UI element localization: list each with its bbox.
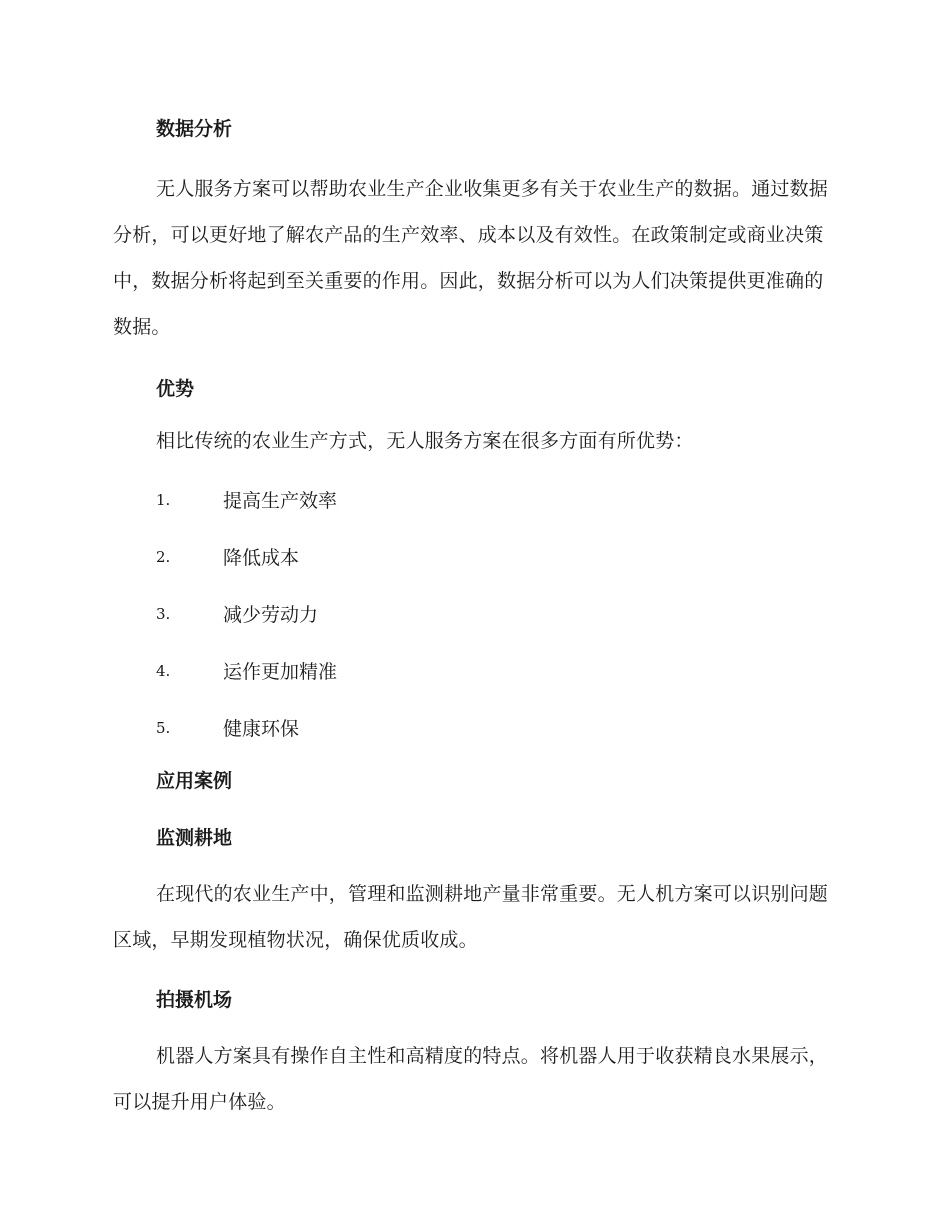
list-item-text: 降低成本 bbox=[223, 547, 300, 569]
list-item bbox=[113, 585, 833, 642]
list-item-number: 1. bbox=[156, 490, 171, 509]
list-item-text: 运作更加精准 bbox=[223, 661, 338, 683]
list-item-number: 5. bbox=[156, 718, 171, 737]
list-item-number: 4. bbox=[156, 661, 171, 680]
list-item-text: 健康环保 bbox=[223, 718, 300, 740]
paragraph-advantages-intro: 相比传统的农业生产方式，无人服务方案在很多方面有所优势： bbox=[156, 430, 694, 452]
list-item-text: 减少劳动力 bbox=[223, 604, 319, 626]
advantages-list bbox=[113, 471, 833, 756]
list-item-text: 提高生产效率 bbox=[223, 490, 338, 512]
section-heading-data-analysis: 数据分析 bbox=[156, 118, 233, 140]
section-heading-cases: 应用案例 bbox=[156, 770, 233, 792]
document-page bbox=[113, 112, 833, 1125]
section-heading-advantages: 优势 bbox=[156, 378, 195, 400]
subsection-heading-monitor: 监测耕地 bbox=[156, 827, 233, 849]
list-item bbox=[113, 699, 833, 756]
paragraph-airport: 机器人方案具有操作自主性和高精度的特点。将机器人用于收获精良水果展示，可以提升用户体验。 bbox=[113, 1045, 829, 1113]
list-item bbox=[113, 528, 833, 585]
list-item bbox=[113, 642, 833, 699]
list-item bbox=[113, 471, 833, 528]
subsection-heading-airport: 拍摄机场 bbox=[156, 989, 233, 1011]
list-item-number: 3. bbox=[156, 604, 171, 623]
paragraph-data-analysis: 无人服务方案可以帮助农业生产企业收集更多有关于农业生产的数据。通过数据分析，可以更好地了解农产品的生产效率、成本以及有效性。在政策制定或商业决策中，数据分析将起到至关重要的作用。因此，数据分析可以为人们决策提供更准确的数据。 bbox=[113, 178, 829, 338]
list-item-number: 2. bbox=[156, 547, 171, 566]
paragraph-monitor: 在现代的农业生产中，管理和监测耕地产量非常重要。无人机方案可以识别问题区域，早期发现植物状况，确保优质收成。 bbox=[113, 883, 829, 951]
